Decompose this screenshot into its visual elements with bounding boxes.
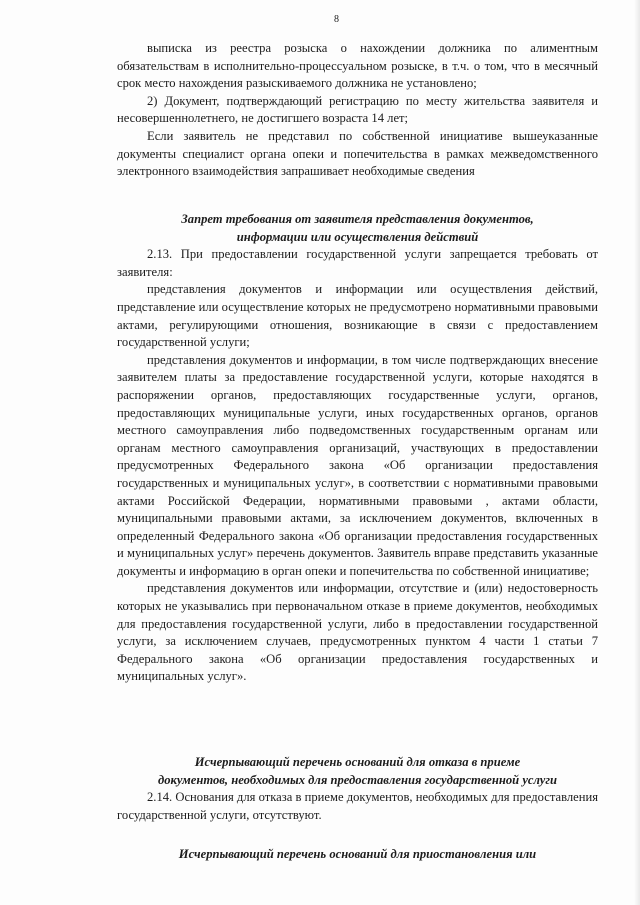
section-heading-line: Исчерпывающий перечень оснований для отказа в приеме [194,755,521,769]
section-heading-line: документов, необходимых для предоставления государственной услуги [157,772,558,787]
section-heading-line: Исчерпывающий перечень оснований для приостановления или [178,847,537,861]
page-edge-shadow [634,0,640,905]
paragraph-residence-document: 2) Документ, подтверждающий регистрацию по месту жительства заявителя и несовершеннолетнего, не достигшего возраста 14 лет; [117,93,598,126]
section-heading [117,846,598,864]
paragraph-prohibition-2: представления документов и информации, в том числе подтверждающих внесение заявителем платы за предоставление государственной услуги, которые находятся в распоряжении органов, предоставляющих государственные услуги, органов, предоставляющих муниципальные услуги, иных государственных органов, органов местного самоуправления либо подведомственных государственным органам или органам местного самоуправления организаций, участвующих в предоставлении предусмотренных Федерального закона «Об организации предоставления государственных и муниципальных услуг», в соответствии с нормативными правовыми актами Российской Федерации, нормативными правовыми , актами области, муниципальными правовыми актами, за исключением документов, включенных в определенный Федерального закона «Об организации предоставления государственных и муниципальных услуг» перечень документов. Заявитель вправе представить указанные документы и информацию в орган опеки и попечительства по собственной инициативе; [117,352,598,578]
paragraph-prohibition-3: представления документов или информации, отсутствие и (или) недостоверность которых не указывались при первоначальном отказе в приеме документов, необходимых для предоставления государственной услуги, либо в предоставлении государственной услуги, за исключением случаев, предусмотренных пунктом 4 части 1 статьи 7 Федерального закона «Об организации предоставления государственных и муниципальных услуг». [117,581,598,684]
paragraph-registry-extract: выписка из реестра розыска о нахождении должника по алиментным обязательствам в исполнительно-процессуальном розыске, в т.ч. о том, что в месячный срок место нахождения разыскиваемого должника не установлено; [117,41,598,91]
section-2-14 [117,754,598,824]
section-heading-line: Запрет требования от заявителя представления документов, [181,212,534,226]
section-heading [117,211,598,246]
paragraph-interagency-request: Если заявитель не представил по собственной инициативе вышеуказанные документы специалист органа опеки и попечительства в рамках межведомственного электронного взаимодействия запрашивает необходимые сведения [117,128,598,179]
section-heading [117,754,598,789]
page-number: 8 [334,14,339,25]
paragraph-prohibition-1: представления документов и информации или осуществления действий, представление или осуществление которых не предусмотрено нормативными правовыми актами, регулирующими отношения, возникающие в связи с предоставлением государственной услуги; [117,282,598,350]
section-heading-line: информации или осуществления действий [236,229,479,244]
paragraph-2-13: 2.13. При предоставлении государственной услуги запрещается требовать от заявителя: [117,247,598,279]
section-2-13 [117,211,598,686]
section-2-15 [117,846,598,864]
paragraph-2-14: 2.14. Основания для отказа в приеме документов, необходимых для предоставления государственной услуги, отсутствуют. [117,790,598,822]
intro-section [117,40,598,181]
